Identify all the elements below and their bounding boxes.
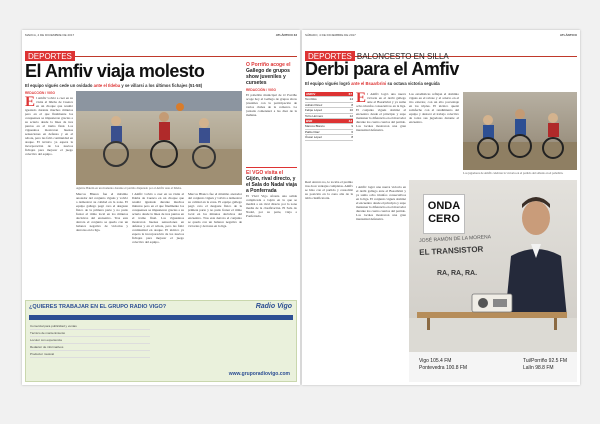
right-body-col4: l Amfiv logró una nueva victoria en el derbi gallego ante el Bsaarbrini y ya suma ocho triunfos consecutivos en la liga. El conjunto vigués dominó el encuentro desde el principio y supo mantener la diferencia en el marcador durante los cuatro cuartos del partido. Los locales mostraron una gran intensidad defensiva. (356, 185, 406, 221)
ad-tagline-presenter: JOSÉ RAMÓN DE LA MORENA (419, 234, 492, 244)
right-section-bar (305, 46, 577, 61)
onda-cero-logo: ONDA CERO (423, 194, 465, 234)
sidebar-text: El pabellón municipal de O Porriño acoge hoy el Gallego de grupos show juveniles con la participación de varios clubes de la comarca. La jornada comenzará a las diez de la mañana. (246, 93, 297, 117)
left-body-col2: Marcos Blanco fue el máximo anotador del conjunto vigués y volvió a demostrar su calidad en la zona. El equipo gallego pagó caro el desgaste físico de la primera parte y no pudo frenar el ritmo local en los minutos decisivos del encuentro. Tras esta derrota el conjunto se queda con un balance negativo de victorias y derrotas en la liga. (76, 192, 128, 232)
ad-list (30, 323, 150, 358)
freq-right: Tui/Porriño 92.5 FM Lalín 98.8 FM (523, 358, 567, 371)
stats-row: Pablo Díaz 6 (305, 129, 353, 134)
left-match-photo (76, 91, 242, 185)
stats-row: Óscar López 8 (305, 135, 353, 140)
brief-text: El VGO Vigo afronta una salida complicada a Gijón en la que se medirá a un rival directo por la zona media de la clasificación. El Sala do Nadal, por su parte, viaja a Ponferrada. (246, 194, 297, 218)
sidebar-byline: REDACCIÓN / VIGO (246, 88, 276, 92)
ad-headline: ¿QUIERES TRABAJAR EN EL GRUPO RADIO VIGO? (29, 304, 167, 310)
ad-tagline-program: EL TRANSISTOR (419, 244, 484, 257)
right-newspaper-page (302, 30, 580, 385)
right-match-photo (463, 92, 577, 170)
sidebar-title: O Porriño acoge el Gallego de grupos show juveniles y cursetes (246, 62, 291, 86)
radio-vigo-logo: Radio Vigo (255, 303, 292, 310)
ad-item: Técnico de mantenimiento (30, 330, 150, 337)
left-photo-caption: Aguirre Baizán en un momento durante el partido disputado por el Amfiv ante el Ildeba. (76, 186, 182, 190)
left-standfirst: El equipo vigués cede un ovidado ante el Ildeba y se villarsi a los últimos fichajes (51-58) (25, 83, 203, 88)
right-body-col1: El Amfiv logró una nueva victoria en el derbi gallego ante el Bsaarbrini y ya suma ocho triunfos consecutivos en la liga. El conjunto vigués dominó el encuentro desde el principio y supo mantener la diferencia en el marcador durante los cuatro cuartos del partido. Los locales mostraron una gran intensidad defensiva. (356, 92, 406, 132)
stats-row: Felipe López 10 (305, 108, 353, 113)
right-section-tag: DEPORTES (305, 51, 355, 61)
right-folio (305, 33, 577, 38)
ad-divider (29, 315, 293, 320)
right-folio-date: SÁBADO, 4 DE DICIEMBRE DE 2017 (305, 33, 356, 37)
left-folio (25, 33, 297, 38)
right-folio-page: ATLÁNTICO (559, 33, 577, 37)
right-body-col2: Las estadísticas reflejan el dominio vigués en el rebote y el acierto en el tiro exterior, con un alto porcentaje en los triples. El técnico quedó satisfecho con el rendimiento del equipo y destacó el trabajo colectivo de todos sus jugadores durante el encuentro. (409, 92, 459, 124)
left-sidebar (246, 62, 297, 292)
left-body-col1: El Amfiv volvió a caer en su visita al Ildeba de Cuenca en un choque que resultó igualado durante muchos minutos pero en el que finalmente los conquenses se impusieron gracias a su acierto desde la línea de tres puntos en el tramo final. Los viguesinos mostraron buenas sensaciones en defensa y en el rebote, pero les faltó continuidad en ataque. El técnico ya espera la incorporación de los nuevos fichajes para mejorar el juego colectivo del equipo. (25, 94, 73, 156)
ad-item: Locutor con experiencia (30, 337, 150, 344)
left-newspaper-page (22, 30, 300, 385)
stats-home-row: AMFIV 67 (306, 92, 352, 96)
team-celebration-illustration (463, 92, 577, 170)
freq-left: Vigo 105.4 FM Pontevedra 100.8 FM (419, 358, 468, 371)
left-article-col1 (25, 91, 73, 241)
radio-vigo-ad (25, 300, 297, 382)
ad-frequency-bar (409, 352, 577, 382)
left-byline: REDACCIÓN / VIGO (25, 91, 55, 95)
radio-on-table (417, 290, 567, 330)
right-headline: Derbi para el Amfiv (305, 59, 459, 79)
ad-item: Comercial para publicidad y ventas (30, 323, 150, 330)
stats-row: Toni Ros 14 (305, 97, 353, 102)
right-body-col3: Real Anvers no, le tocaba el premio tras doce ventajas completas. Amfiv se hizo con el partido y consolidó su posición en la zona alta de la tabla clasificatoria. (305, 180, 353, 200)
left-headline: El Amfiv viaja molesto (25, 61, 205, 81)
sidebar-brief (246, 167, 297, 264)
ad-item: Redactor de informativos (30, 344, 150, 351)
ad-item: Productor musical (30, 351, 150, 358)
onda-cero-ad (409, 180, 577, 382)
stats-row: Toño Hornero 12 (305, 113, 353, 118)
right-section-sub: BALONCESTO EN SILLA (356, 52, 449, 61)
stats-row: Marcos Blanco 9 (305, 124, 353, 129)
brief-title: El VGO visita el Gijón, rival directo, y el Sala do Nadal viaja a Ponferrada (246, 170, 297, 194)
stats-row: Adrián Pérez 8 (305, 102, 353, 107)
left-folio-page: ATLÁNTICO 33 (275, 33, 297, 37)
ad-tagline-slogan: RA, RA, RA. (437, 270, 478, 277)
left-section-bar (25, 46, 297, 61)
right-photo-caption: Los jugadores de Amfiv celebran la victoria en el partido del sábado en el pabellón. (463, 171, 564, 175)
stats-box (305, 92, 353, 172)
right-standfirst: El equipo vigués logró ante el Bsaarbrini su octava victoria seguida (305, 81, 440, 86)
left-folio-date: MARCA, 4 DE DICIEMBRE DE 2017 (25, 33, 75, 37)
left-section-tag: DEPORTES (25, 51, 75, 61)
left-body-col3: l Amfiv volvió a caer en su visita al Ildeba de Cuenca en un choque que resultó igualado durante muchos minutos pero en el que finalmente los conquenses se impusieron gracias a su acierto desde la línea de tres puntos en el tramo final. Los viguesinos mostraron buenas sensaciones en defensa y en el rebote, pero les faltó continuidad en ataque. El técnico ya espera la incorporación de los nuevos fichajes para mejorar el juego colectivo del equipo. (132, 192, 184, 244)
left-body-col4: Marcos Blanco fue el máximo anotador del conjunto vigués y volvió a demostrar su calidad en la zona. El equipo gallego pagó caro el desgaste físico de la primera parte y no pudo frenar el ritmo local en los minutos decisivos del encuentro. Tras esta derrota el conjunto se queda con un balance negativo de victorias y derrotas en la liga. (188, 192, 242, 228)
ad-footer-link[interactable]: www.gruporadiovigo.com (228, 371, 290, 377)
wheelchair-players-illustration (76, 91, 242, 185)
stats-away-row: BSR 43 (306, 119, 352, 124)
